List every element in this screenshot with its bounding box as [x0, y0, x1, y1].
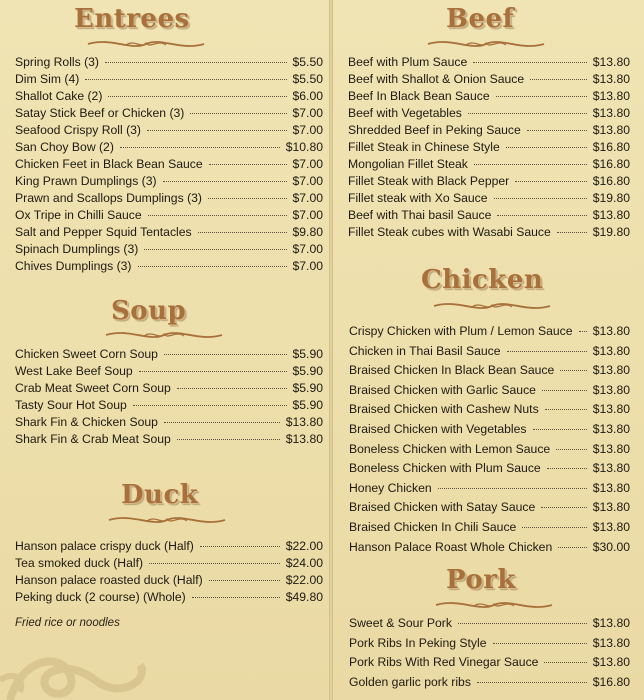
menu-item-name: Peking duck (2 course) (Whole)	[15, 590, 186, 604]
menu-item-price: $5.90	[292, 381, 323, 395]
menu-item-name: Chicken in Thai Basil Sauce	[349, 343, 501, 358]
dot-leader	[522, 527, 586, 528]
menu-item-price: $13.80	[592, 616, 630, 630]
menu-item-price: $7.00	[292, 123, 323, 137]
menu-item-name: Ox Tripe in Chilli Sauce	[15, 208, 142, 222]
menu-item-price: $13.80	[592, 441, 630, 456]
section-title-soup: Soup	[111, 296, 187, 326]
menu-item-price: $16.80	[592, 157, 630, 171]
flourish-icon	[426, 35, 546, 53]
menu-item-name: Braised Chicken In Chili Sauce	[349, 519, 517, 534]
menu-item-price: $7.00	[292, 174, 323, 188]
menu-item-name: Shallot Cake (2)	[15, 89, 103, 103]
section-title-duck: Duck	[121, 480, 199, 510]
menu-item-price: $13.80	[592, 89, 630, 103]
menu-item-name: Hanson palace roasted duck (Half)	[15, 573, 203, 587]
dot-leader	[177, 439, 280, 440]
menu-item-name: Honey Chicken	[349, 480, 432, 495]
menu-item-price: $30.00	[592, 539, 630, 554]
menu-item-name: Satay Stick Beef or Chicken (3)	[15, 106, 185, 120]
menu-item	[15, 538, 323, 555]
dot-leader	[557, 232, 587, 233]
menu-item-name: Shredded Beef in Peking Sauce	[348, 123, 521, 137]
menu-item-name: San Choy Bow (2)	[15, 140, 114, 154]
dot-leader	[209, 164, 287, 165]
menu-item-name: Mongolian Fillet Steak	[348, 157, 468, 171]
menu-item-price: $13.80	[592, 382, 630, 397]
menu-item-name: Golden garlic pork ribs	[349, 674, 471, 689]
menu-item	[15, 589, 323, 606]
menu-item-name: Salt and Pepper Squid Tentacles	[15, 225, 192, 239]
menu-item-price: $19.80	[592, 191, 630, 205]
dot-leader	[200, 546, 280, 547]
menu-item-name: Chives Dumplings (3)	[15, 259, 132, 273]
menu-item-price: $13.80	[285, 415, 323, 429]
menu-item-name: Braised Chicken In Black Bean Sauce	[349, 363, 555, 378]
menu-item-price: $13.80	[592, 324, 630, 338]
dot-leader	[149, 563, 280, 564]
menu-item-price: $16.80	[592, 674, 630, 689]
dot-leader	[544, 662, 586, 663]
dot-leader	[147, 130, 287, 131]
menu-item-price: $7.00	[292, 208, 323, 222]
menu-item-price: $7.00	[292, 191, 323, 205]
dot-leader	[438, 488, 587, 489]
menu-item-name: Braised Chicken with Vegetables	[349, 421, 527, 436]
menu-item-price: $13.80	[592, 519, 630, 534]
menu-item-name: Prawn and Scallops Dumplings (3)	[15, 191, 202, 205]
chicken-list	[349, 322, 630, 557]
menu-item-price: $13.80	[592, 461, 630, 476]
dot-leader	[515, 181, 587, 182]
menu-item	[15, 414, 323, 431]
dot-leader	[105, 62, 287, 63]
menu-item	[15, 241, 323, 258]
dot-leader	[163, 181, 287, 182]
dot-leader	[144, 249, 286, 250]
menu-item	[349, 518, 630, 538]
menu-item	[348, 190, 630, 207]
section-title-chicken: Chicken	[421, 265, 544, 295]
menu-item-name: Fillet Steak cubes with Wasabi Sauce	[348, 225, 551, 239]
menu-item-price: $5.50	[292, 55, 323, 69]
menu-item	[349, 459, 630, 479]
menu-item	[349, 673, 630, 693]
dot-leader	[493, 643, 587, 644]
menu-item	[348, 224, 630, 241]
menu-item	[348, 173, 630, 190]
dot-leader	[527, 130, 587, 131]
dot-leader	[133, 405, 287, 406]
menu-item-name: Spring Rolls (3)	[15, 55, 99, 69]
duck-list	[15, 538, 323, 606]
menu-item-price: $13.80	[592, 421, 630, 436]
dot-leader	[497, 215, 586, 216]
dot-leader	[545, 409, 587, 410]
menu-item	[349, 440, 630, 460]
menu-item-name: West Lake Beef Soup	[15, 364, 133, 378]
menu-item	[15, 54, 323, 71]
menu-item-name: Braised Chicken with Garlic Sauce	[349, 382, 536, 397]
dot-leader	[542, 390, 587, 391]
menu-item	[15, 397, 323, 414]
dot-leader	[208, 198, 287, 199]
dot-leader	[177, 388, 287, 389]
menu-item-price: $7.00	[292, 106, 323, 120]
menu-item	[349, 420, 630, 440]
menu-item-name: Dim Sim (4)	[15, 72, 80, 86]
pork-list	[349, 614, 630, 692]
menu-item-name: Beef with Shallot & Onion Sauce	[348, 72, 525, 86]
menu-item-name: Fillet steak with Xo Sauce	[348, 191, 488, 205]
dot-leader	[506, 147, 587, 148]
dot-leader	[85, 79, 286, 80]
menu-item	[348, 54, 630, 71]
dot-leader	[148, 215, 287, 216]
flourish-icon	[434, 596, 554, 614]
decorative-swirl-icon	[0, 620, 200, 700]
menu-item-name: Beef In Black Bean Sauce	[348, 89, 490, 103]
menu-item-price: $13.80	[592, 500, 630, 515]
dot-leader	[458, 623, 587, 624]
entrees-list	[15, 54, 323, 275]
menu-item-price: $13.80	[592, 363, 630, 378]
menu-item	[349, 498, 630, 518]
menu-item-price: $13.80	[592, 106, 630, 120]
menu-item	[15, 258, 323, 275]
menu-item-name: Boneless Chicken with Lemon Sauce	[349, 441, 551, 456]
page-fold	[329, 0, 333, 700]
dot-leader	[530, 79, 587, 80]
menu-item	[349, 634, 630, 654]
menu-item	[348, 122, 630, 139]
menu-item	[349, 614, 630, 634]
menu-item	[348, 88, 630, 105]
menu-item-name: Chicken Sweet Corn Soup	[15, 347, 158, 361]
dot-leader	[120, 147, 280, 148]
dot-leader	[507, 351, 587, 352]
menu-item-name: Fillet Steak in Chinese Style	[348, 140, 500, 154]
dot-leader	[138, 266, 287, 267]
menu-item-name: Pork Ribs In Peking Style	[349, 635, 487, 650]
section-title-entrees: Entrees	[74, 4, 190, 34]
menu-item	[15, 207, 323, 224]
menu-item-price: $13.80	[592, 480, 630, 495]
menu-item-price: $13.80	[592, 343, 630, 358]
dot-leader	[547, 468, 587, 469]
menu-item-price: $13.80	[592, 72, 630, 86]
menu-item	[349, 381, 630, 401]
menu-item-name: Shark Fin & Crab Meat Soup	[15, 432, 171, 446]
menu-item	[15, 122, 323, 139]
dot-leader	[579, 331, 587, 332]
beef-list	[348, 54, 630, 241]
menu-item	[349, 479, 630, 499]
menu-item-price: $7.00	[292, 157, 323, 171]
menu-item	[15, 88, 323, 105]
menu-item-price: $19.80	[592, 225, 630, 239]
menu-item-name: Fillet Steak with Black Pepper	[348, 174, 510, 188]
flourish-icon	[107, 511, 227, 529]
menu-item	[15, 139, 323, 156]
dot-leader	[541, 507, 586, 508]
menu-item	[349, 361, 630, 381]
menu-item-price: $5.90	[292, 364, 323, 378]
menu-item-name: Crispy Chicken with Plum / Lemon Sauce	[349, 324, 573, 338]
section-title-pork: Pork	[446, 565, 516, 595]
section-title-beef: Beef	[446, 4, 515, 34]
menu-item-name: Beef with Vegetables	[348, 106, 462, 120]
menu-item-name: Crab Meat Sweet Corn Soup	[15, 381, 171, 395]
menu-item-name: Boneless Chicken with Plum Sauce	[349, 461, 541, 476]
menu-item	[15, 380, 323, 397]
flourish-icon	[86, 35, 206, 53]
duck-note: Fried rice or noodles	[15, 617, 120, 629]
dot-leader	[108, 96, 286, 97]
menu-item	[349, 538, 630, 558]
menu-item-price: $7.00	[292, 242, 323, 256]
flourish-icon	[432, 297, 552, 315]
menu-item	[15, 190, 323, 207]
menu-item-name: Sweet & Sour Pork	[349, 616, 452, 630]
menu-item-name: Beef with Plum Sauce	[348, 55, 468, 69]
menu-item-name: Shark Fin & Chicken Soup	[15, 415, 158, 429]
menu-item-name: Braised Chicken with Cashew Nuts	[349, 402, 539, 417]
menu-item-price: $13.80	[592, 635, 630, 650]
menu-item-name: Pork Ribs With Red Vinegar Sauce	[349, 655, 539, 670]
dot-leader	[558, 547, 586, 548]
menu-item-name: Seafood Crispy Roll (3)	[15, 123, 141, 137]
menu-item-name: Tea smoked duck (Half)	[15, 556, 144, 570]
dot-leader	[556, 449, 587, 450]
menu-item	[348, 207, 630, 224]
menu-item-price: $13.80	[592, 208, 630, 222]
menu-item-price: $13.80	[592, 402, 630, 417]
menu-item	[348, 71, 630, 88]
menu-item-price: $24.00	[285, 556, 323, 570]
menu-item-price: $5.90	[292, 347, 323, 361]
menu-item-price: $13.80	[285, 432, 323, 446]
menu-item-price: $13.80	[592, 55, 630, 69]
menu-item	[348, 105, 630, 122]
dot-leader	[477, 682, 587, 683]
menu-item-name: Chicken Feet in Black Bean Sauce	[15, 157, 203, 171]
menu-item-price: $13.80	[592, 655, 630, 670]
menu-item-price: $49.80	[285, 590, 323, 604]
menu-item-name: Beef with Thai basil Sauce	[348, 208, 492, 222]
dot-leader	[190, 113, 286, 114]
menu-item	[349, 400, 630, 420]
menu-item	[348, 139, 630, 156]
menu-item	[15, 363, 323, 380]
menu-item-name: Hanson Palace Roast Whole Chicken	[349, 539, 553, 554]
menu-item	[15, 431, 323, 448]
flourish-icon	[104, 326, 224, 344]
menu-item	[15, 173, 323, 190]
dot-leader	[533, 429, 587, 430]
menu-item-name: Tasty Sour Hot Soup	[15, 398, 127, 412]
menu-item	[15, 555, 323, 572]
menu-item	[349, 653, 630, 673]
menu-item-price: $16.80	[592, 140, 630, 154]
dot-leader	[494, 198, 587, 199]
soup-list	[15, 346, 323, 448]
dot-leader	[164, 422, 280, 423]
menu-item-name: Spinach Dumplings (3)	[15, 242, 139, 256]
menu-item	[15, 156, 323, 173]
menu-item-name: Braised Chicken with Satay Sauce	[349, 500, 536, 515]
dot-leader	[209, 580, 280, 581]
menu-item	[15, 224, 323, 241]
menu-item-price: $5.90	[292, 398, 323, 412]
dot-leader	[164, 354, 287, 355]
menu-item-price: $13.80	[592, 123, 630, 137]
menu-item-price: $9.80	[292, 225, 323, 239]
dot-leader	[139, 371, 287, 372]
menu-item	[349, 342, 630, 362]
menu-item	[15, 572, 323, 589]
menu-item	[348, 156, 630, 173]
dot-leader	[192, 597, 280, 598]
dot-leader	[560, 370, 586, 371]
menu-item-price: $10.80	[285, 140, 323, 154]
dot-leader	[496, 96, 587, 97]
menu-item	[15, 346, 323, 363]
dot-leader	[473, 62, 586, 63]
dot-leader	[198, 232, 287, 233]
dot-leader	[468, 113, 587, 114]
dot-leader	[474, 164, 587, 165]
menu-item-price: $7.00	[292, 259, 323, 273]
menu-item-price: $22.00	[285, 539, 323, 553]
menu-item-name: King Prawn Dumplings (3)	[15, 174, 157, 188]
menu-item-price: $22.00	[285, 573, 323, 587]
menu-item-price: $6.00	[292, 89, 323, 103]
menu-item-price: $5.50	[292, 72, 323, 86]
menu-item-name: Hanson palace crispy duck (Half)	[15, 539, 194, 553]
menu-item	[15, 105, 323, 122]
menu-item-price: $16.80	[592, 174, 630, 188]
menu-item	[15, 71, 323, 88]
menu-item	[349, 322, 630, 342]
